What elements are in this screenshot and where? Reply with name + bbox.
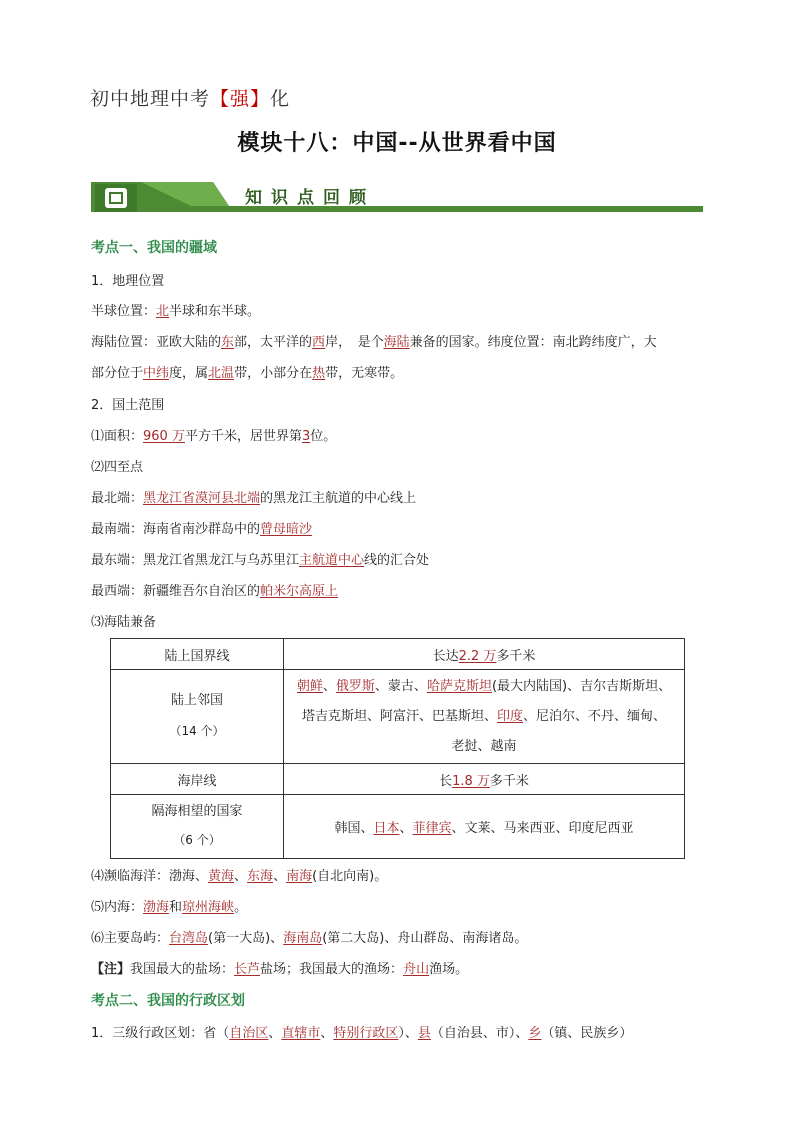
islands-line: ⑹主要岛屿：台湾岛(第一大岛)、海南岛(第二大岛)、舟山群岛、南海诸岛。	[91, 931, 528, 946]
subheading-location: 1．地理位置	[91, 274, 165, 289]
sea-land-heading: ⑶海陆兼备	[91, 615, 157, 630]
table-row	[111, 670, 685, 764]
note-line: 【注】我国最大的盐场：长芦盐场；我国最大的渔场：舟山渔场。	[91, 962, 469, 977]
answer-blank: 中纬	[143, 366, 170, 381]
table-cell-value: 韩国、日本、菲律宾、文莱、马来西亚、印度尼西亚	[284, 795, 685, 859]
south-point-line: 最南端：海南省南沙群岛中的曾母暗沙	[91, 522, 313, 537]
extremes-heading: ⑵四至点	[91, 460, 144, 475]
answer-blank: 北	[156, 304, 170, 319]
table-cell-label: 陆上国界线	[111, 639, 284, 670]
series-subtitle	[90, 84, 290, 111]
book-icon	[105, 188, 127, 208]
table-cell-label: 海岸线	[111, 764, 284, 795]
answer-blank: 北温	[208, 366, 235, 381]
north-point-line: 最北端：黑龙江省漠河县北端的黑龙江主航道的中心线上	[91, 491, 417, 506]
answer-blank: 东	[221, 335, 235, 350]
answer-blank: 960 万	[143, 429, 185, 444]
answer-blank: 海陆	[383, 335, 410, 350]
table-cell-value: 长1.8 万多千米	[284, 764, 685, 795]
banner-label: 知识点回顾	[245, 188, 375, 208]
adjacent-seas-line: ⑷濒临海洋：渤海、黄海、东海、南海(自北向南)。	[91, 869, 388, 884]
hemisphere-line: 半球位置：北半球和东半球。	[91, 304, 261, 319]
answer-blank: 主航道中心	[299, 553, 365, 568]
subtitle-text: 初中地理中考	[90, 88, 211, 110]
answer-blank: 热	[312, 366, 326, 381]
table-cell-label: 隔海相望的国家 （6 个）	[111, 795, 284, 859]
area-line: ⑴面积：960 万平方千米，居世界第3位。	[91, 429, 337, 444]
admin-levels-line: 1．三级行政区划：省（自治区、直辖市、特别行政区）、县（自治县、市）、乡（镇、民族乡）	[91, 1026, 633, 1041]
answer-blank: 帕米尔高原上	[260, 584, 339, 599]
subtitle-text-end: 化	[270, 88, 291, 110]
table-row	[111, 639, 685, 670]
section-banner	[91, 180, 703, 214]
answer-blank: 曾母暗沙	[260, 522, 313, 537]
sea-land-line: 海陆位置：亚欧大陆的东部，太平洋的西岸， 是个海陆兼备的国家。纬度位置：南北跨纬度广，大	[91, 335, 657, 350]
answer-blank: 西	[312, 335, 326, 350]
section-heading-1: 考点一、我国的疆域	[91, 240, 217, 256]
page-title: 模块十八：中国--从世界看中国	[237, 131, 557, 156]
sea-land-table	[110, 638, 685, 859]
west-point-line: 最西端：新疆维吾尔自治区的帕米尔高原上	[91, 584, 339, 599]
inland-sea-line: ⑸内海：渤海和琼州海峡。	[91, 900, 248, 915]
table-cell-value: 朝鲜、俄罗斯、蒙古、哈萨克斯坦(最大内陆国)、吉尔吉斯斯坦、 塔吉克斯坦、阿富汗、巴基斯坦、印度、尼泊尔、不丹、缅甸、 老挝、越南	[284, 670, 685, 764]
latitude-line: 部分位于中纬度，属北温带，小部分在热带，无寒带。	[91, 366, 404, 381]
east-point-line: 最东端：黑龙江省黑龙江与乌苏里江主航道中心线的汇合处	[91, 553, 430, 568]
table-cell-label: 陆上邻国 （14 个）	[111, 670, 284, 764]
table-row	[111, 764, 685, 795]
section-heading-2: 考点二、我国的行政区划	[91, 993, 245, 1009]
answer-blank: 黑龙江省漠河县北端	[143, 491, 261, 506]
table-cell-value: 长达2.2 万多千米	[284, 639, 685, 670]
answer-blank: 3	[301, 429, 311, 444]
subtitle-highlight: 【强】	[210, 88, 271, 110]
subheading-territory: 2．国土范围	[91, 398, 165, 413]
table-row	[111, 795, 685, 859]
